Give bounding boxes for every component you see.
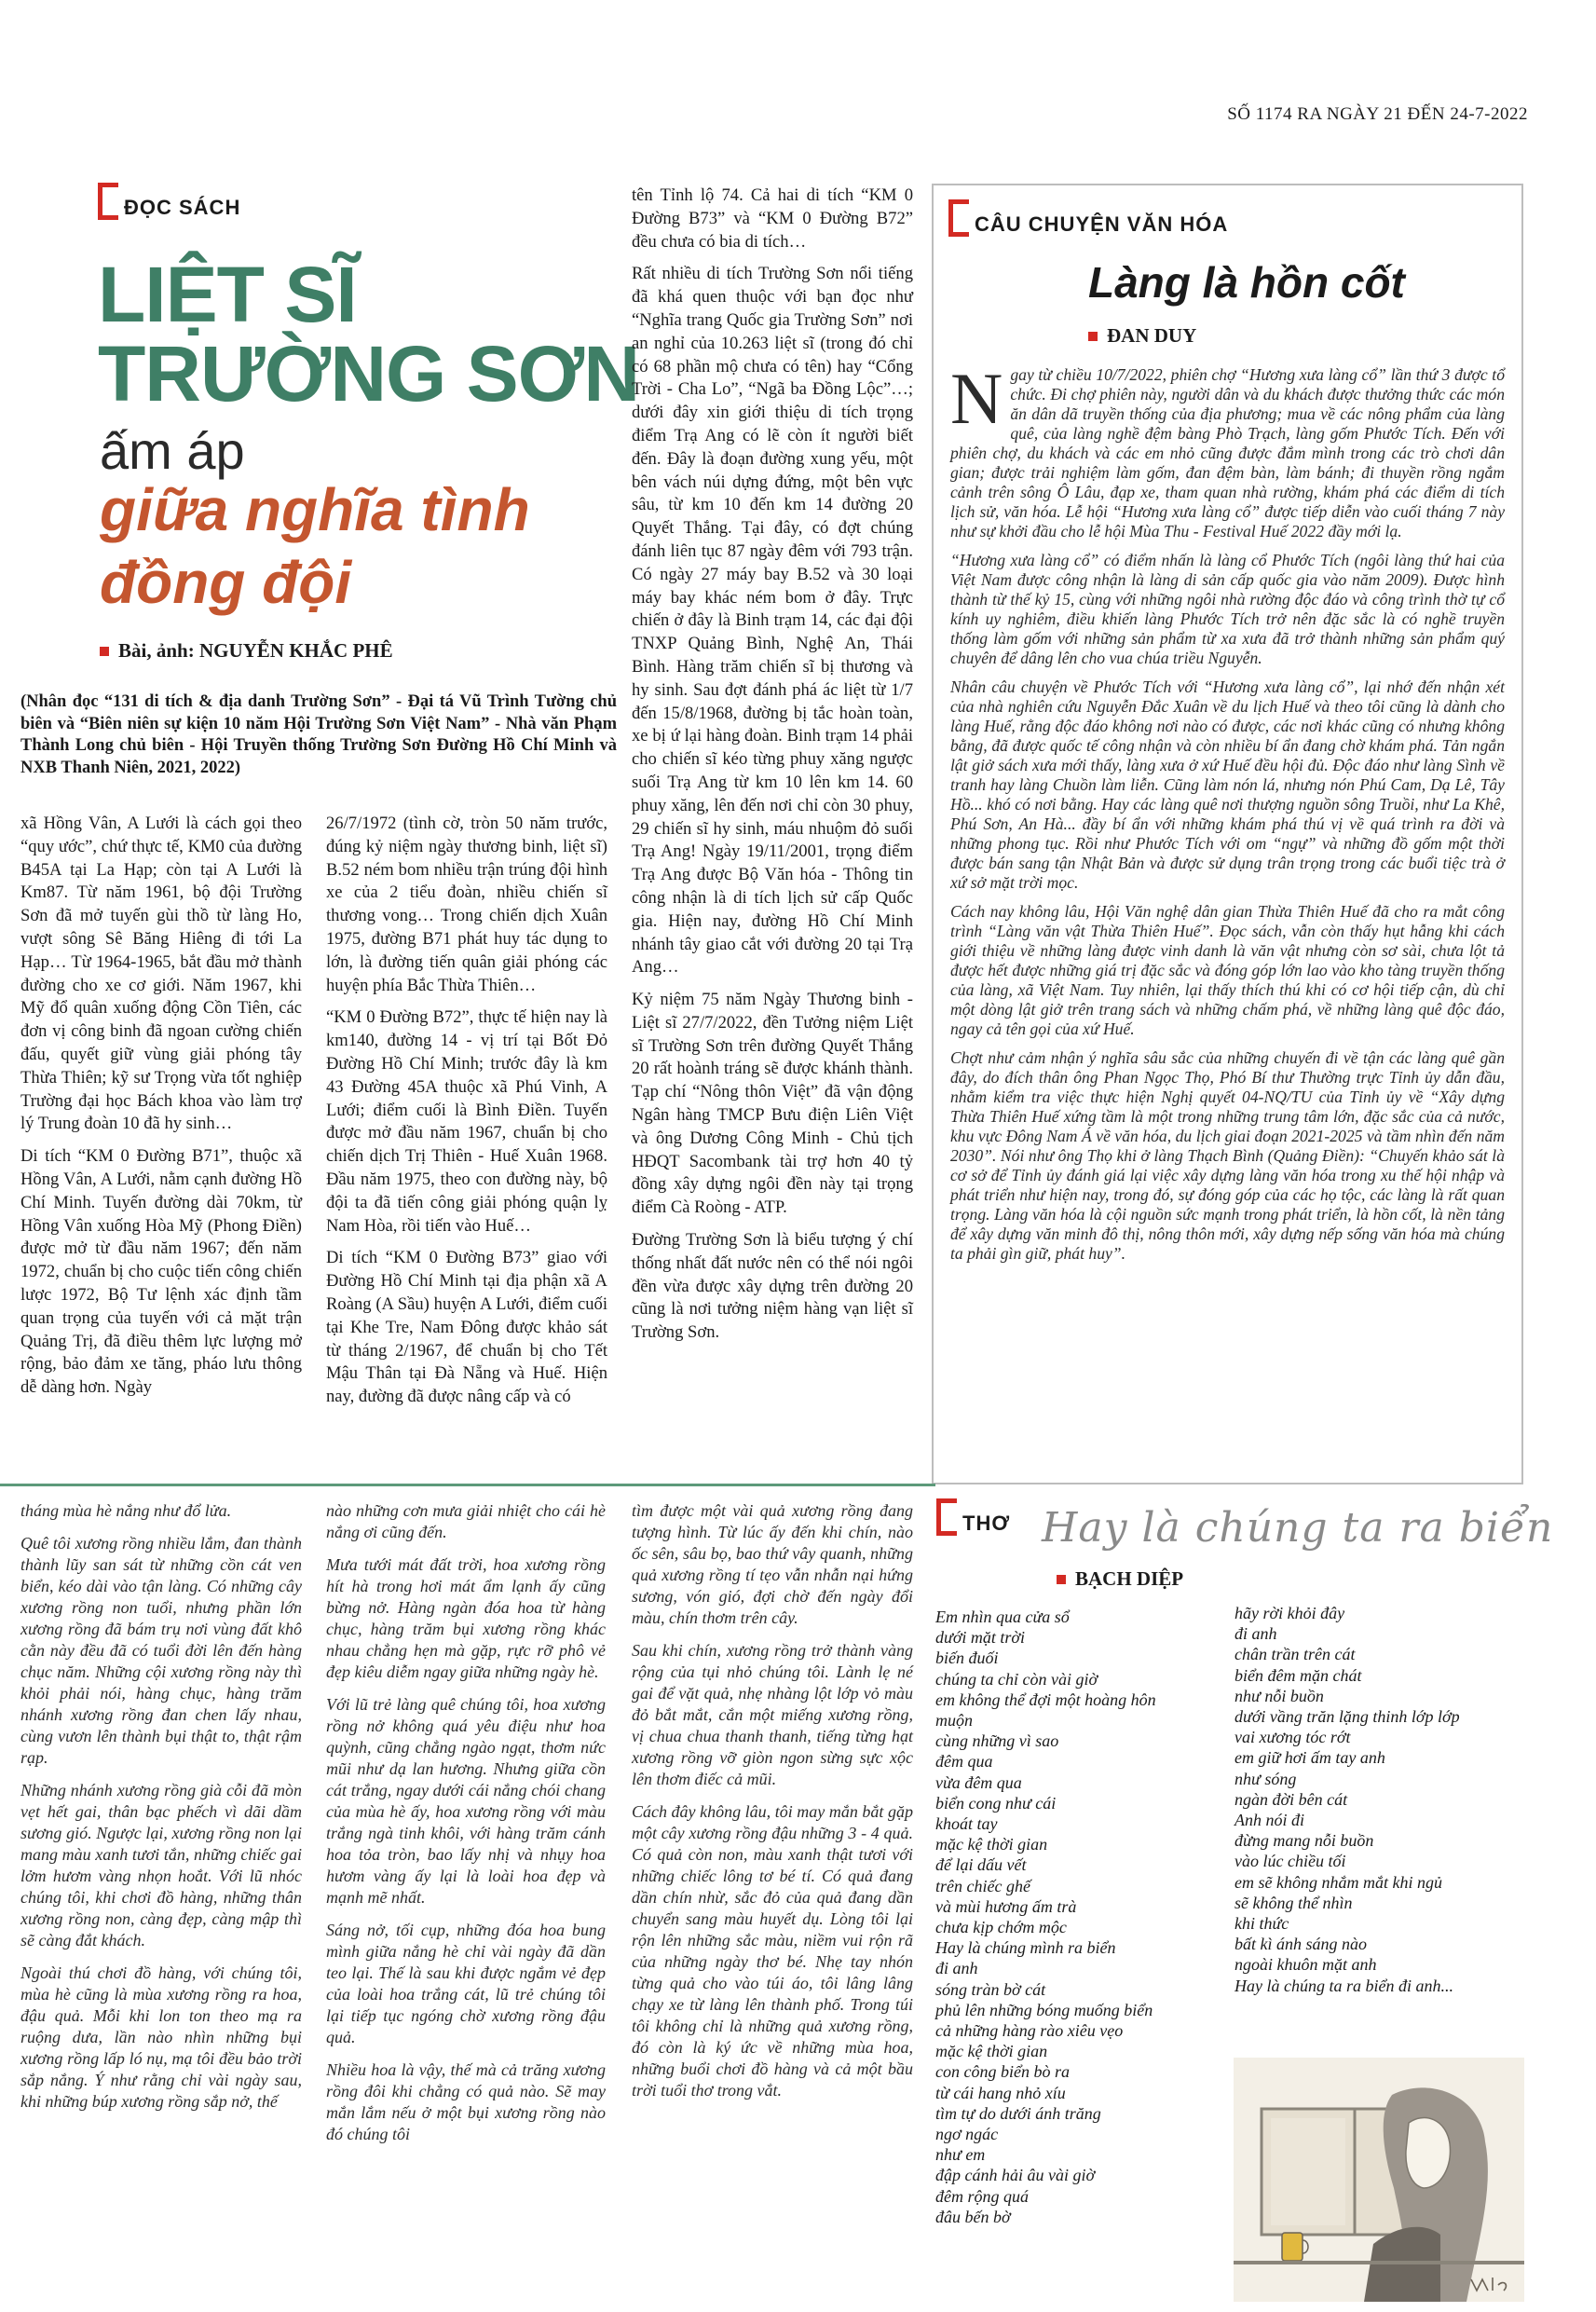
poem-illustration	[1234, 2058, 1524, 2302]
article-subtitle-orange-2: đồng đội	[100, 549, 352, 616]
poem-byline	[1057, 1567, 1183, 1591]
poem-line: từ cái hang nhỏ xíu	[935, 2083, 1066, 2102]
paragraph: Nhân câu chuyện về Phước Tích với “Hương xưa làng cổ”, lại nhớ đến nhận xét của nhà nghiên cứu Nguyễn Đắc Xuân về du lịch Huế và theo tôi cũng là dành cho làng Huế, rằng độc đáo không nơi nào có được, các nơi khác cũng có nhưng không bằng, đã được quốc tế công nhận và còn nhiều bí ẩn đang chờ khám phá. Tản ngắn lật giở sách xưa mới thấy, làng xưa ở xứ Huế đều hội đủ. Độc đáo như làng Sình về tranh hay làng Chuồn làm liễn. Cũng làm nón lá, nhưng nón Phú Cam, Dạ Lê, Tây Hồ... khó có nơi bằng. Hay các làng quê nơi thượng nguồn sông Truồi, như La Khê, Phú Sơn, An Hà... đầy bí ẩn với những khám phá thú vị về quá trình ra đời và những phong tục. Rồi như Phước Tích với om “ngự” và những đồ gốm một thời được bán sang tận Nhật Bản và được sử dụng trân trọng trong các buổi tiệc trà ở xứ sở mặt trời mọc.	[950, 677, 1505, 892]
poem-title: Hay là chúng ta ra biển	[1042, 1504, 1554, 1552]
poem-line: em giữ hơi ấm tay anh	[1235, 1748, 1385, 1768]
bullet-square-icon	[1057, 1575, 1066, 1584]
section-label-doc-sach	[98, 183, 240, 220]
article-subtitle-orange-1: giữa nghĩa tình	[100, 476, 530, 543]
paragraph: nào những cơn mưa giải nhiệt cho cái hè nắng ơi cũng đến.	[326, 1501, 606, 1541]
poem-line: ngơ ngác	[935, 2125, 999, 2144]
section-divider	[0, 1484, 935, 1486]
poem-line: như sóng	[1235, 1769, 1297, 1788]
article-subtitle-dark: ấm áp	[100, 421, 245, 480]
poem-line: tìm tự do dưới ánh trăng	[935, 2103, 1101, 2123]
paragraph: Sau khi chín, xương rồng trở thành vàng rộng của tụi nhỏ chúng tôi. Lành lẹ né gai để vặt quả, nhẹ nhàng lột lớp vỏ màu đỏ bắt mắt, cắn một miếng xương rồng, vị chua chua thanh thanh, tiếng từng hạt xương rồng vỡ giòn ngon sừng sực xộc lên thơm điếc cả mũi.	[632, 1641, 913, 1788]
paragraph: tháng mùa hè nắng như đổ lửa.	[20, 1501, 232, 1520]
paragraph: Kỷ niệm 75 năm Ngày Thương binh - Liệt sĩ 27/7/2022, đền Tưởng niệm Liệt sĩ Trường Sơn trên đường Quyết Thắng 20 rất hoành tráng sẽ được khánh thành. Tạp chí “Nông thôn Việt” đã vận động Ngân hàng TMCP Bưu điện Liên Việt và ông Dương Công Minh - Chủ tịch HĐQT Sacombank tài trợ hơn 40 tỷ đồng xây dựng ngôi đền này tại trọng điểm Cà Roòng - ATP.	[632, 990, 913, 1218]
poem-line: trên chiếc ghế	[935, 1876, 1030, 1895]
poem-line: đêm rộng quá	[935, 2186, 1029, 2206]
issue-date: SỐ 1174 RA NGÀY 21 ĐẾN 24-7-2022	[1227, 104, 1528, 124]
poem-line: đập cánh hải âu vài giờ	[935, 2166, 1096, 2185]
bullet-square-icon	[100, 647, 109, 656]
poem-line: vừa đêm qua	[935, 1772, 1022, 1792]
paragraph: Rất nhiều di tích Trường Sơn nổi tiếng đã khá quen thuộc với bạn đọc như “Nghĩa trang Quốc gia Trường Sơn” nơi an nghỉ của 10.263 liệt sĩ (trong đó chỉ có 68 phần mộ chưa có tên) hay “Cổng Trời - Cha Lo”, “Ngã ba Đồng Lộc”…; dưới đây xin giới thiệu di tích trọng điểm Trạ Ang có lẽ còn ít người biết đến. Đây là đoạn đường xung yếu, một bên vách núi dựng đứng, một bên vực sâu, từ km 10 đến km 14 đường 20 Quyết Thắng. Tại đây, có đợt chúng đánh liên tục 87 ngày đêm với 793 trận. Có ngày 27 máy bay B.52 và 30 loại máy bay khác ném bom ở đây. Trực chiến ở đây là Binh trạm 14, các đại đội TNXP Quảng Bình, Nghệ An, Thái Bình. Hàng trăm chiến sĩ bị thương và hy sinh. Sau đợt đánh phá ác liệt từ 1/7 đến 15/8/1968, đường bị tắc hoàn toàn, xe bị ứ lại hàng đoàn. Binh trạm 14 phải cho chiến sĩ kéo từng phuy xăng ngược suối Trạ Ang từ km 10 lên km 14. 60 phuy xăng, lên đến nơi chỉ còn 30 phuy, 29 chiến sĩ hy sinh, máu nhuộm đỏ suối Trạ Ang! Ngày 19/11/2001, trọng điểm Trạ Ang được Bộ Văn hóa - Thông tin công nhận là di tích lịch sử cấp Quốc gia. Hiện nay, đường Hồ Chí Minh nhánh tây giao cắt với đường 20 tại Trạ Ang…	[632, 264, 913, 978]
byline-text: ĐAN DUY	[1107, 324, 1197, 347]
paragraph-text: gay từ chiều 10/7/2022, phiên chợ “Hương xưa làng cổ” lần thứ 3 được tổ chức. Đi chợ phiên này, người dân và du khách được thưởng thức các món ăn dân dã truyền thống của địa phương; mua về các nông phẩm của làng quê, của làng nghề đệm bàng Phò Trạch, làng gốm Phước Tích. Đến với phiên chợ, du khách và các em nhỏ cũng được đắm mình trong các trò chơi dân gian; được trải nghiệm làm gốm, đan đệm bàn, làm bánh; đi thuyền rồng ngắm cảnh trên sông Ô Lâu, đạp xe, tham quan nhà rường, khám phá các điểm di tích lịch sử, văn hóa. Lễ hội “Hương xưa làng cổ” được tiếp diễn vào cuối tháng 7 này như sự khởi đầu cho lễ hội Mùa Thu - Festival Huế 2022 đầy mới lạ.	[950, 365, 1505, 540]
poem-line: cả những hàng rào xiêu vẹo	[935, 2021, 1124, 2041]
poem-line: biến đuối	[935, 1648, 999, 1668]
poem-line: dưới vầng trăn lặng thinh lớp lớp	[1235, 1707, 1460, 1727]
paragraph: Cách đây không lâu, tôi may mắn bắt gặp một cây xương rồng đậu những 3 - 4 quả. Có quả còn non, màu xanh thật tươi với những chiếc lông tơ bé tí. Có quả đang dần chín nhừ, sắc đỏ của quả đang dần chuyển sang màu huyết dụ. Lòng tôi lại rộn lên những sắc màu, niềm vui rộn rã của những ngày thơ bé. Nhẹ tay nhón từng quả cho vào túi áo, tôi lâng lâng chạy xe từ làng lên thành phố. Trong túi tôi không chỉ là những quả xương rồng, đó còn là ký ức về những mùa hoa, những buổi chơi đồ hàng và cả một bầu trời tuổi thơ trong vắt.	[632, 1802, 913, 2100]
section-label-text: CÂU CHUYỆN VĂN HÓA	[975, 212, 1229, 236]
poem-line: và mùi hương ấm trà	[935, 1896, 1077, 1916]
red-bracket-icon	[98, 183, 118, 220]
poem-line: khi thức	[1235, 1914, 1289, 1934]
poem-line: vai xương tóc rớt	[1235, 1728, 1351, 1747]
section-label-text: ĐỌC SÁCH	[124, 196, 241, 219]
paragraph: Ngoài thú chơi đồ hàng, với chúng tôi, mùa hè cũng là mùa xương rồng ra hoa, đậu quả. Mỗi khi lon ton theo mạ ra ruộng dưa, lần nào nhìn những bụi xương rồng lấp ló nụ, mạ tôi đều bảo trời sắp nắng. Ý như rằng chỉ vài ngày sau, khi những búp xương rồng sắp nở, thế	[20, 1963, 302, 2111]
paragraph: Di tích “KM 0 Đường B71”, thuộc xã Hồng Vân, A Lưới, nằm cạnh đường Hồ Chí Minh. Tuyến đường dài 70km, từ Hồng Vân xuống Hòa Mỹ (Phong Điền) được mở từ đầu năm 1967; đến năm 1972, chuẩn bị cho cuộc tiến công chiến lược 1972, Bộ Tư lệnh xác định tầm quan trọng của tuyến với cả mặt trận Quảng Trị, đã điều thêm lực lượng mở rộng, bảo đảm xe tăng, pháo lưu thông dễ dàng hơn. Ngày	[20, 1146, 302, 1398]
paragraph	[950, 358, 1505, 541]
paragraph: tìm được một vài quả xương rồng đang tượng hình. Từ lúc ấy đến khi chín, nào ốc sên, sâu bọ, bao thứ vây quanh, những quả xương rồng tí tẹo vẫn nhẫn nại hứng sương, vón gió, đợi chờ đến ngày đổi màu, chín thơm trên cây.	[632, 1501, 913, 1627]
red-bracket-icon	[948, 199, 969, 237]
paragraph: Sáng nở, tối cụp, những đóa hoa bung mình giữa nắng hè chỉ vài ngày đã dần teo lại. Thế là sau khi được ngắm vẻ đẹp của loài hoa trắng cát, lũ trẻ chúng tôi lại tiếp tục ngóng chờ xương rồng đậu quả.	[326, 1921, 606, 2046]
paragraph: “KM 0 Đường B72”, thực tế hiện nay là km140, đường 14 - vị trí tại Bốt Đỏ Đường Hồ Chí Minh; trước đây là km 43 Đường 45A thuộc xã Phú Vinh, A Lưới; điểm cuối là Bình Điền. Tuyến được mở đầu năm 1967, chuẩn bị cho chiến dịch Trị Thiên - Huế Xuân 1968. Đầu năm 1975, theo con đường này, bộ đội ta đã tiến công giải phóng quận lỵ Nam Hòa, rồi tiến vào Huế…	[326, 1007, 607, 1236]
box-title: Làng là hồn cốt	[1088, 258, 1405, 307]
article-intro: (Nhân đọc “131 di tích & địa danh Trường Sơn” - Đại tá Vũ Trình Tường chủ biên và “Biên niên sự kiện 10 năm Hội Trường Sơn Việt Nam” - Nhà văn Phạm Thành Long chủ biên - Hội Truyền thống Trường Sơn Đường Hồ Chí Minh và NXB Thanh Niên, 2021, 2022)	[20, 692, 617, 777]
poem-line: em không thể đợi một hoàng hôn	[935, 1690, 1156, 1709]
red-bracket-icon	[936, 1498, 957, 1536]
section-label-tho	[936, 1498, 1010, 1536]
paragraph: 26/7/1972 (tình cờ, tròn 50 năm trước, đúng kỷ niệm ngày thương binh, liệt sĩ) B.52 ném bom nhiều trận trúng đội hình xe của 2 tiểu đoàn, nhiều chiến sĩ thương vong… Trong chiến dịch Xuân 1975, đường B71 phát huy tác dụng to lớn, là đường tiến quân giải phóng các huyện phía Bắc Thừa Thiên…	[326, 814, 607, 995]
article-title-line-1: LIỆT SĨ	[98, 251, 357, 338]
poem-line: phủ lên những bóng muống biển	[935, 2000, 1153, 2019]
paragraph: xã Hồng Vân, A Lưới là cách gọi theo “quy ước”, chứ thực tế, KM0 của đường B45A tại La Hạp; còn tại A Lưới là Km87. Từ năm 1961, bộ đội Trường Sơn đã mở tuyến gùi thồ từ làng Ho, vượt sông Sê Băng Hiêng đi tới La Hạp… Từ 1964-1965, bắt đầu mở thành đường cho xe cơ giới. Năm 1967, khi Mỹ đổ quân xuống động Cồn Tiên, các đơn vị công binh đã ngoan cường chiến đấu, quyết giữ vùng giải phóng tây Thừa Thiên; kỹ sư Trọng vừa tốt nghiệp Trường đại học Bách khoa vào làm trợ lý Trung đoàn 10 đã hy sinh…	[20, 814, 302, 1134]
poem-line: muộn	[935, 1711, 973, 1731]
poem-line: biển cong như cái	[935, 1793, 1057, 1813]
poem-column-1	[935, 1607, 1224, 2227]
woman-at-window-icon	[1234, 2058, 1524, 2302]
poem-line: chân trần trên cát	[1235, 1645, 1356, 1664]
poem-line: khoát tay	[935, 1814, 998, 1834]
poem-line: con công biển bò ra	[935, 2062, 1070, 2082]
poem-line: Hay là chúng mình ra biển	[935, 1938, 1116, 1958]
paragraph: tên Tỉnh lộ 74. Cả hai di tích “KM 0 Đường B73” và “KM 0 Đường B72” đều chưa có bia di tích…	[632, 185, 913, 252]
poem-line: Hay là chúng ta ra biển đi anh...	[1235, 1976, 1453, 1995]
article-title-line-2: TRƯỜNG SƠN	[98, 330, 639, 417]
drop-cap: N	[950, 358, 1003, 439]
poem-line: mặc kệ thời gian	[935, 2042, 1048, 2061]
article-column-1	[20, 813, 302, 1409]
poem-line: như em	[935, 2145, 986, 2165]
poem-line: ngoài khuôn mặt anh	[1235, 1955, 1377, 1975]
poem-line: bất kì ánh sáng nào	[1235, 1935, 1367, 1954]
paragraph: “Hương xưa làng cổ” có điểm nhấn là làng cổ Phước Tích (ngôi làng thứ hai của Việt Nam được công nhận là làng di sản cấp quốc gia vào năm 2009). Được hình thành từ thế kỷ 15, cùng với những ngôi nhà rường độc đáo và công trình thờ tự cổ kính uy nghiêm, điều khiến làng Phước Tích trở nên đặc sắc là có nghề truyền thống làm gốm với những sản phẩm từ xa xưa đã trở thành những sản phẩm quý chuyên để dâng lên cho vua chúa triều Nguyễn.	[950, 551, 1505, 667]
poem-line: đêm qua	[935, 1752, 993, 1772]
section-label-cau-chuyen	[948, 199, 1228, 237]
poem-line: sẽ không thể nhìn	[1235, 1893, 1353, 1912]
article-byline	[100, 639, 393, 663]
poem-line: Em nhìn qua cửa sổ	[935, 1607, 1070, 1626]
poem-line: vào lúc chiều tối	[1235, 1852, 1346, 1871]
poem-column-2	[1235, 1603, 1523, 1996]
bullet-square-icon	[1088, 332, 1098, 341]
essay-column-1	[20, 1500, 302, 2124]
paragraph: Di tích “KM 0 Đường B73” giao với Đường Hồ Chí Minh tại địa phận xã A Roàng (A Sầu) huyện A Lưới, điểm cuối tại Khe Tre, Nam Đông được khảo sát từ tháng 2/1967, để chuẩn bị cho Tết Mậu Thân tại Đà Nẵng và Huế. Hiện nay, đường đã được nâng cấp và có	[326, 1248, 607, 1407]
poem-line: đâu bến bờ	[935, 2207, 1011, 2226]
paragraph: Những nhánh xương rồng già cỗi đã mòn vẹt hết gai, thân bạc phếch vì dãi dầm sương gió. Ngược lại, xương rồng non lại mang màu xanh tươi tắn, những chiếc gai lởm hươm vàng nhọn hoắt. Với lũ nhóc chúng tôi, khi chơi đồ hàng, những thân xương rồng non, càng đẹp, càng mập thì sẽ càng đắt khách.	[20, 1781, 302, 1949]
paragraph: Mưa tưới mát đất trời, hoa xương rồng hít hà trong hơi mát ẩm lạnh ấy cũng bừng nở. Hàng ngàn đóa hoa từ hàng chục, hàng trăm bụi xương rồng khác nhau chẳng hẹn mà gặp, rực rỡ phô vẻ đẹp kiêu diễm ngay giữa những ngày hè.	[326, 1555, 606, 1681]
poem-line: Anh nói đi	[1235, 1811, 1304, 1830]
poem-line: sóng tràn bờ cát	[935, 1979, 1046, 1999]
poem-line: dưới mặt trời	[935, 1628, 1026, 1648]
poem-line: chưa kịp chớm mộc	[935, 1918, 1067, 1937]
poem-line: ngàn đời bên cát	[1235, 1789, 1348, 1809]
poem-line: để lại dấu vết	[935, 1855, 1027, 1875]
paragraph: Đường Trường Sơn là biểu tượng ý chí thống nhất đất nước nên có thể nói ngôi đền vừa được xây dựng trên đường 20 cũng là nơi tưởng niệm hàng vạn liệt sĩ Trường Sơn.	[632, 1230, 913, 1343]
section-label-text: THƠ	[962, 1512, 1011, 1535]
paragraph: Chợt như cảm nhận ý nghĩa sâu sắc của những chuyến đi về tận các làng quê gần đây, do đích thân ông Phan Ngọc Thọ, Phó Bí thư Thường trực Tỉnh ủy dẫn đầu, nhằm kiểm tra việc thực hiện Nghị quyết 04-NQ/TU của Tỉnh ủy về “Xây dựng Thừa Thiên Huế xứng tầm là một trong những trung tâm lớn, đặc sắc của cả nước, khu vực Đông Nam Á về văn hóa, du lịch giai đoạn 2021-2025 và tầm nhìn đến năm 2030”. Nói như ông Thọ khi ở làng Thạch Bình (Quảng Điền): “Chuyến khảo sát là cơ sở để Tỉnh ủy đánh giá lại việc xây dựng làng văn hóa trong xu thế hội nhập và phát triển như hiện nay, trong đó, sự đóng góp của các họ tộc, các làng là rất quan trọng. Làng văn hóa là cội nguồn sức mạnh trong phát triển, là hồn cốt, là nền tảng để xây dựng văn minh đô thị, nông thôn mới, xây dựng nếp sống văn hóa mà chúng ta phải gìn giữ, phát huy”.	[950, 1048, 1505, 1263]
paragraph: Quê tôi xương rồng nhiều lắm, đan thành thành lũy san sát từ những cồn cát ven biển, kéo dài vào tận làng. Có những cây xương rồng non tuổi, nhưng phần lớn xương rồng đã bám trụ nơi vùng đất khô cằn này đều đã có tuổi đời lên đến hàng chục năm. Những cội xương rồng này thì khỏi phải nói, hàng chục, hàng trăm nhánh xương rồng đan chen lấy nhau, cùng vươn lên thành bụi thật to, thật rậm rạp.	[20, 1534, 302, 1767]
byline-text: Bài, ảnh: NGUYỄN KHẮC PHÊ	[118, 639, 393, 662]
poem-line: chúng ta chỉ còn vài giờ	[935, 1669, 1098, 1689]
box-body	[950, 358, 1505, 1273]
byline-text: BẠCH DIỆP	[1075, 1567, 1184, 1590]
poem-line: hãy rời khỏi đây	[1235, 1604, 1345, 1622]
paragraph: Nhiều hoa là vậy, thế mà cả trăng xương rồng đôi khi chẳng có quả nào. Sẽ may mắn lắm nếu ở một bụi xương rồng nào đó chúng tôi	[326, 2060, 606, 2143]
paragraph: Cách nay không lâu, Hội Văn nghệ dân gian Thừa Thiên Huế đã cho ra mắt công trình “Làng văn vật Thừa Thiên Huế”. Đọc sách, vẫn còn thấy hụt hẫng khi cách giới thiệu về những làng được vinh danh là văn vật nhưng còn sơ sài, chưa lột tả được hết được những giá trị đặc sắc và đóng góp lớn lao vào kho tàng truyền thống của làng, xã Việt Nam. Tuy nhiên, lại thấy thích thú khi có cơ hội tiếp cận, dù chỉ một dòng lật giở trên trang sách và những chấm phá, về những làng quê độc đáo, ngay cả tên gọi của xứ Huế.	[950, 902, 1505, 1038]
paragraph: Với lũ trẻ làng quê chúng tôi, hoa xương rồng nở không quá yêu điệu như hoa quỳnh, cũng chẳng ngào ngạt, thơm nức mũi như dạ lan hương. Nhưng giữa cồn cát trắng, ngay dưới cái nắng chói chang của mùa hè ấy, hoa xương rồng với màu trắng ngà tinh khôi, với hàng trăm cánh hoa tỏa tròn, bao lấy nhị và nhụy hoa hươm vàng ấy lại là loài hoa đẹp và mạnh mẽ nhất.	[326, 1695, 606, 1907]
poem-line: như nỗi buồn	[1235, 1686, 1324, 1705]
poem-line: cùng những vì sao	[935, 1731, 1059, 1751]
poem-line: đi anh	[1235, 1624, 1277, 1644]
essay-column-2	[326, 1500, 606, 2156]
article-column-3	[632, 185, 913, 1354]
poem-line: đừng mang nỗi buồn	[1235, 1831, 1374, 1851]
essay-column-3	[632, 1500, 913, 2113]
article-column-2	[326, 813, 607, 1418]
poem-line: em sẽ không nhắm mắt khi ngủ	[1235, 1872, 1442, 1892]
box-byline	[1088, 324, 1196, 348]
poem-line: biển đêm mặn chát	[1235, 1665, 1362, 1685]
poem-line: mặc kệ thời gian	[935, 1835, 1048, 1854]
poem-line: đi anh	[935, 1959, 978, 1978]
